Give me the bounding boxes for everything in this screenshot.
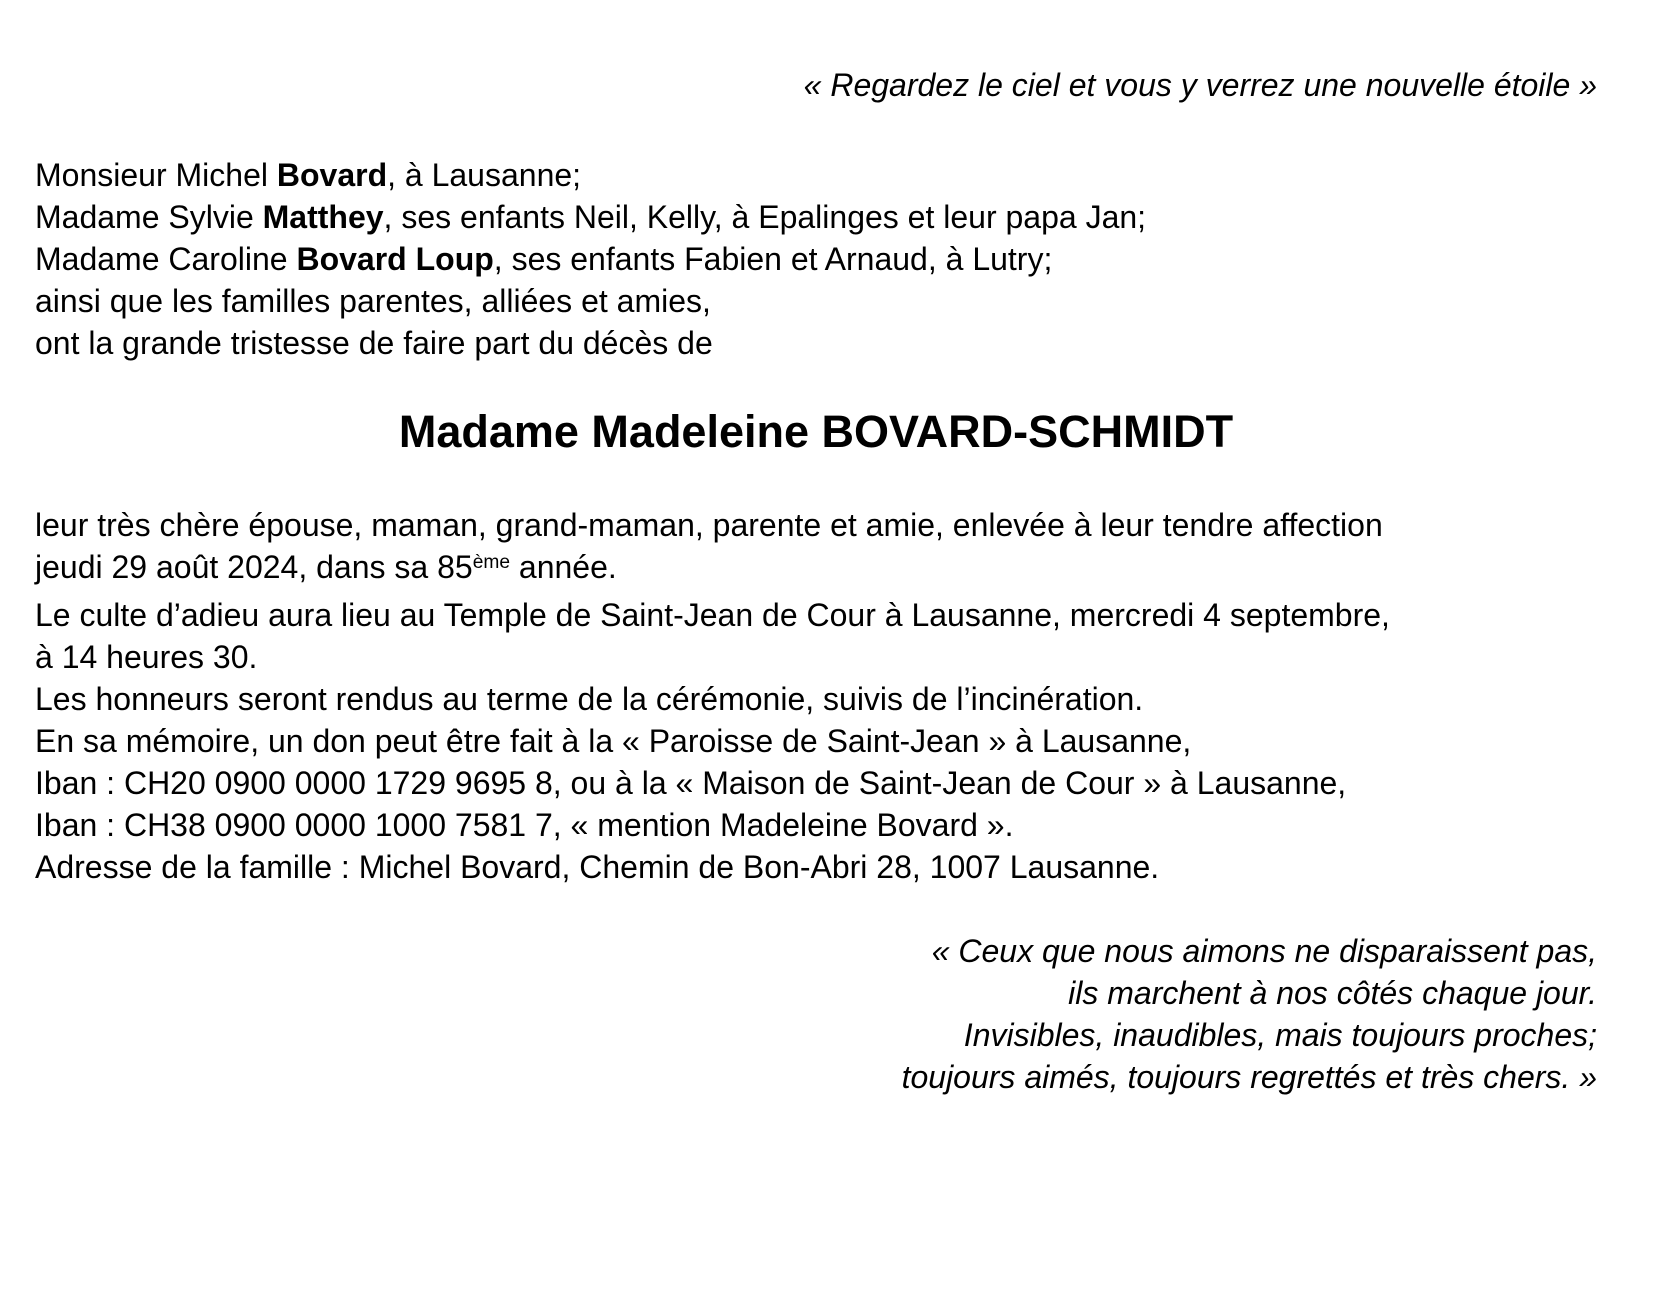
deceased-name-title: Madame Madeleine BOVARD-SCHMIDT — [398, 406, 1234, 457]
body-line: Le culte d’adieu aura lieu au Temple de Saint-Jean de Cour à Lausanne, mercredi 4 septembre, — [35, 597, 1390, 633]
body-line-text: année. — [510, 549, 617, 585]
closing-quote-line: toujours aimés, toujours regrettés et très chers. » — [901, 1059, 1597, 1095]
family-name-bold: Matthey — [262, 199, 384, 235]
ordinal-superscript: ème — [472, 552, 511, 574]
family-line-text: , ses enfants Fabien et Arnaud, à Lutry; — [493, 241, 1053, 277]
family-line — [35, 238, 1597, 280]
family-line-text: Madame Sylvie — [35, 199, 263, 235]
family-line — [35, 280, 1597, 322]
closing-quote — [35, 930, 1597, 1098]
family-line-text: Monsieur Michel — [35, 157, 277, 193]
family-line — [35, 154, 1597, 196]
family-line-text: , à Lausanne; — [387, 157, 582, 193]
body-line-iban: Iban : CH20 0900 0000 1729 9695 8, ou à la « Maison de Saint-Jean de Cour » à Lausanne, — [35, 765, 1347, 801]
body-line — [35, 546, 1597, 594]
body-line-text: jeudi 29 août 2024, dans sa 85 — [35, 549, 473, 585]
funeral-announcement-document — [0, 64, 1676, 1290]
body-line-family-address: Adresse de la famille : Michel Bovard, Chemin de Bon-Abri 28, 1007 Lausanne. — [35, 849, 1160, 885]
closing-quote-line: « Ceux que nous aimons ne disparaissent pas, — [931, 933, 1597, 969]
family-name-bold: Bovard — [276, 157, 388, 193]
opening-quote: « Regardez le ciel et vous y verrez une nouvelle étoile » — [803, 67, 1597, 103]
family-name-bold: Bovard Loup — [296, 241, 494, 277]
family-line-text: Madame Caroline — [35, 241, 297, 277]
family-line-text: , ses enfants Neil, Kelly, à Epalinges et leur papa Jan; — [383, 199, 1147, 235]
body-line-iban: Iban : CH38 0900 0000 1000 7581 7, « mention Madeleine Bovard ». — [35, 807, 1014, 843]
closing-quote-line: Invisibles, inaudibles, mais toujours proches; — [963, 1017, 1597, 1053]
body-line: leur très chère épouse, maman, grand-maman, parente et amie, enlevée à leur tendre affection — [35, 507, 1383, 543]
closing-quote-line: ils marchent à nos côtés chaque jour. — [1068, 975, 1597, 1011]
family-line-text: ont la grande tristesse de faire part du décès de — [35, 325, 713, 361]
body-line: Les honneurs seront rendus au terme de la cérémonie, suivis de l’incinération. — [35, 681, 1144, 717]
family-line — [35, 322, 1597, 364]
announcement-body — [35, 504, 1597, 888]
body-line: En sa mémoire, un don peut être fait à la « Paroisse de Saint-Jean » à Lausanne, — [35, 723, 1192, 759]
family-line — [35, 196, 1597, 238]
family-list — [35, 154, 1597, 364]
body-line: à 14 heures 30. — [35, 639, 258, 675]
family-line-text: ainsi que les familles parentes, alliées et amies, — [35, 283, 711, 319]
